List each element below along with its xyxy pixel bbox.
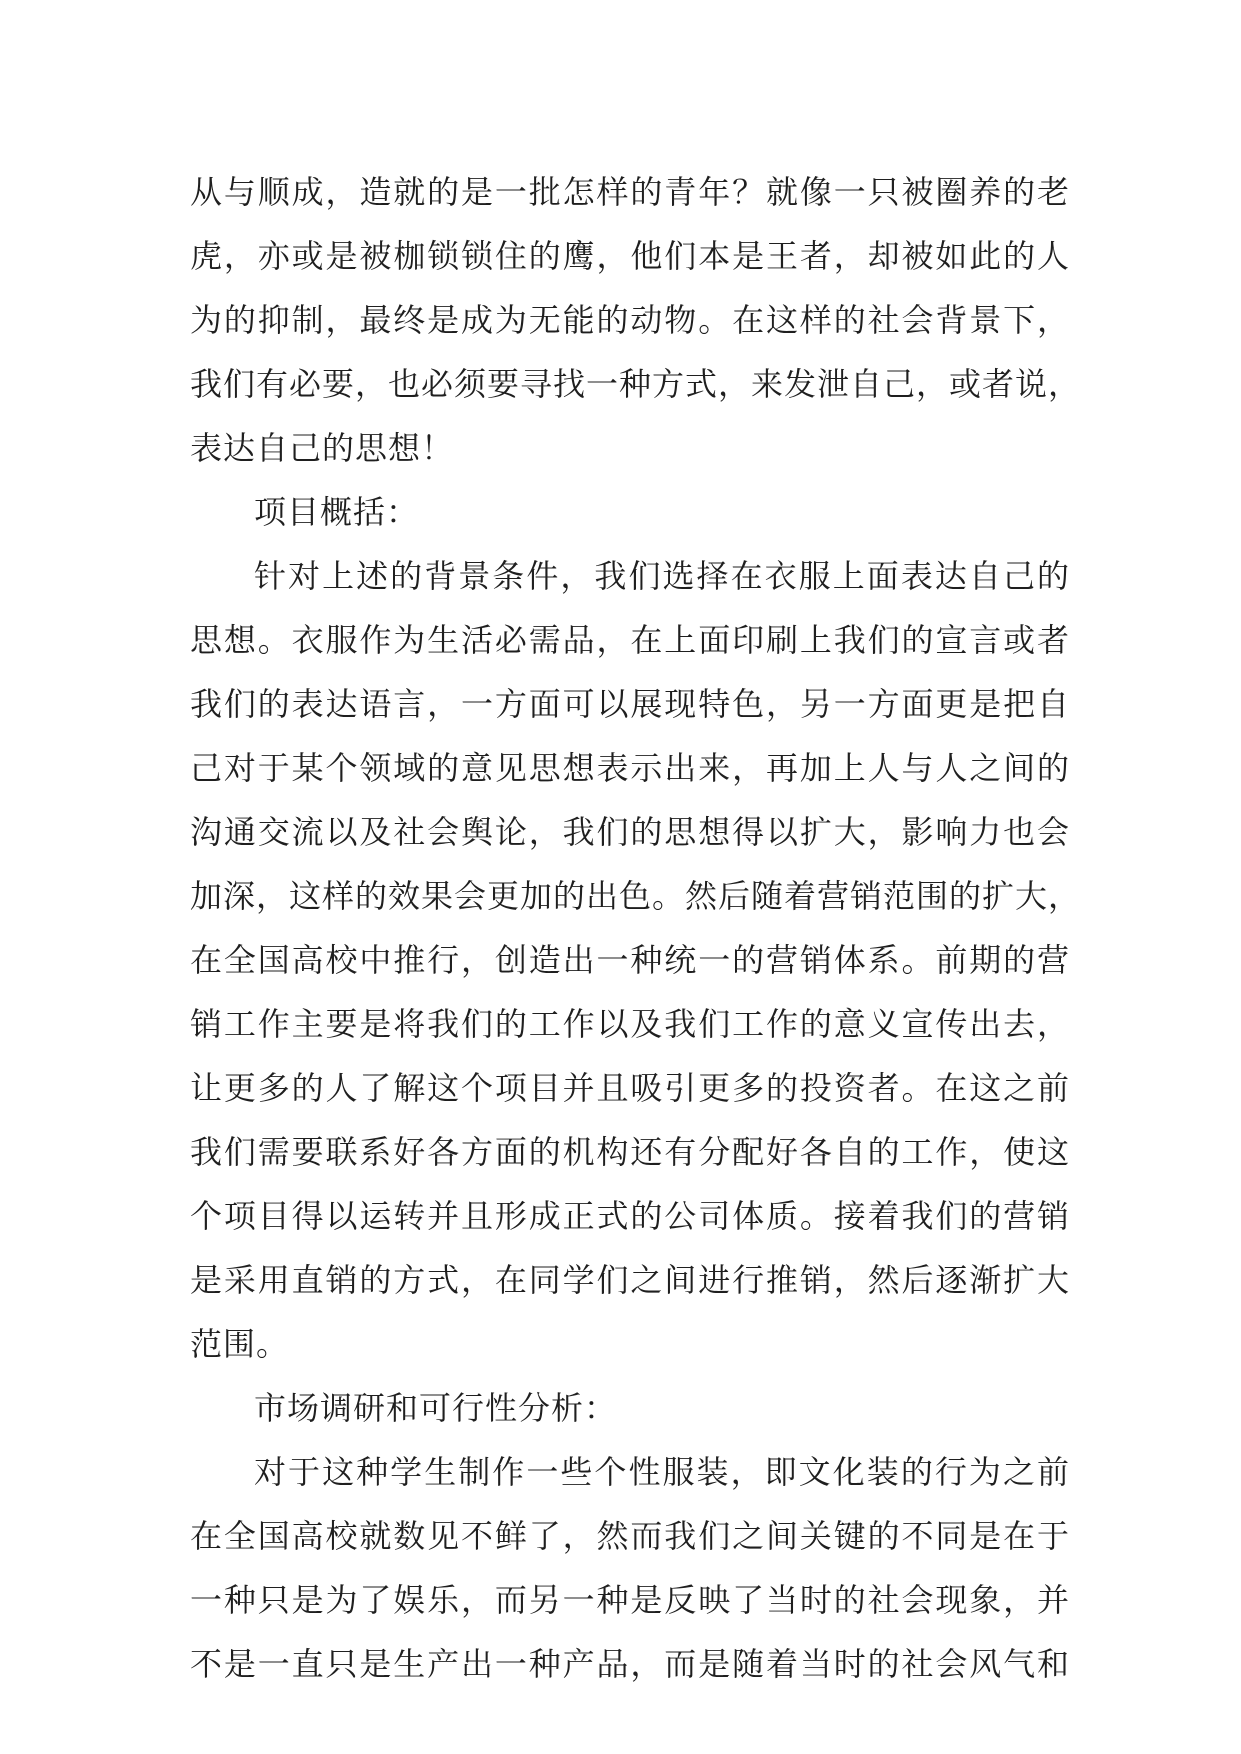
text-line-21: 对于这种学生制作一些个性服装，即文化装的行为之前 bbox=[254, 1453, 1070, 1491]
text-line-12: 加深，这样的效果会更加的出色。然后随着营销范围的扩大， bbox=[190, 877, 1082, 915]
section-heading-market-research: 市场调研和可行性分析： bbox=[254, 1389, 618, 1427]
text-line-14: 销工作主要是将我们的工作以及我们工作的意义宣传出去， bbox=[190, 1005, 1070, 1043]
text-line-24: 不是一直只是生产出一种产品，而是随着当时的社会风气和 bbox=[190, 1645, 1070, 1683]
text-line-10: 己对于某个领域的意见思想表示出来，再加上人与人之间的 bbox=[190, 749, 1070, 787]
text-line-18: 是采用直销的方式，在同学们之间进行推销，然后逐渐扩大 bbox=[190, 1261, 1070, 1299]
text-line-11: 沟通交流以及社会舆论，我们的思想得以扩大，影响力也会 bbox=[190, 813, 1070, 851]
text-line-4: 我们有必要，也必须要寻找一种方式，来发泄自己，或者说， bbox=[190, 365, 1082, 403]
text-line-9: 我们的表达语言，一方面可以展现特色，另一方面更是把自 bbox=[190, 685, 1070, 723]
text-line-8: 思想。衣服作为生活必需品，在上面印刷上我们的宣言或者 bbox=[190, 621, 1070, 659]
text-line-16: 我们需要联系好各方面的机构还有分配好各自的工作，使这 bbox=[190, 1133, 1070, 1171]
text-line-3: 为的抑制，最终是成为无能的动物。在这样的社会背景下， bbox=[190, 301, 1070, 339]
document-body bbox=[190, 160, 1082, 1696]
text-line-2: 虎，亦或是被枷锁锁住的鹰，他们本是王者，却被如此的人 bbox=[190, 237, 1070, 275]
text-line-13: 在全国高校中推行，创造出一种统一的营销体系。前期的营 bbox=[190, 941, 1070, 979]
text-line-1: 从与顺成，造就的是一批怎样的青年？就像一只被圈养的老 bbox=[190, 173, 1070, 211]
text-line-22: 在全国高校就数见不鲜了，然而我们之间关键的不同是在于 bbox=[190, 1517, 1070, 1555]
text-line-5: 表达自己的思想！ bbox=[190, 429, 455, 467]
text-line-19: 范围。 bbox=[190, 1325, 290, 1363]
text-line-15: 让更多的人了解这个项目并且吸引更多的投资者。在这之前 bbox=[190, 1069, 1070, 1107]
text-line-7: 针对上述的背景条件，我们选择在衣服上面表达自己的 bbox=[254, 557, 1070, 595]
text-line-23: 一种只是为了娱乐，而另一种是反映了当时的社会现象，并 bbox=[190, 1581, 1070, 1619]
section-heading-project-overview: 项目概括： bbox=[254, 493, 420, 531]
text-line-17: 个项目得以运转并且形成正式的公司体质。接着我们的营销 bbox=[190, 1197, 1070, 1235]
